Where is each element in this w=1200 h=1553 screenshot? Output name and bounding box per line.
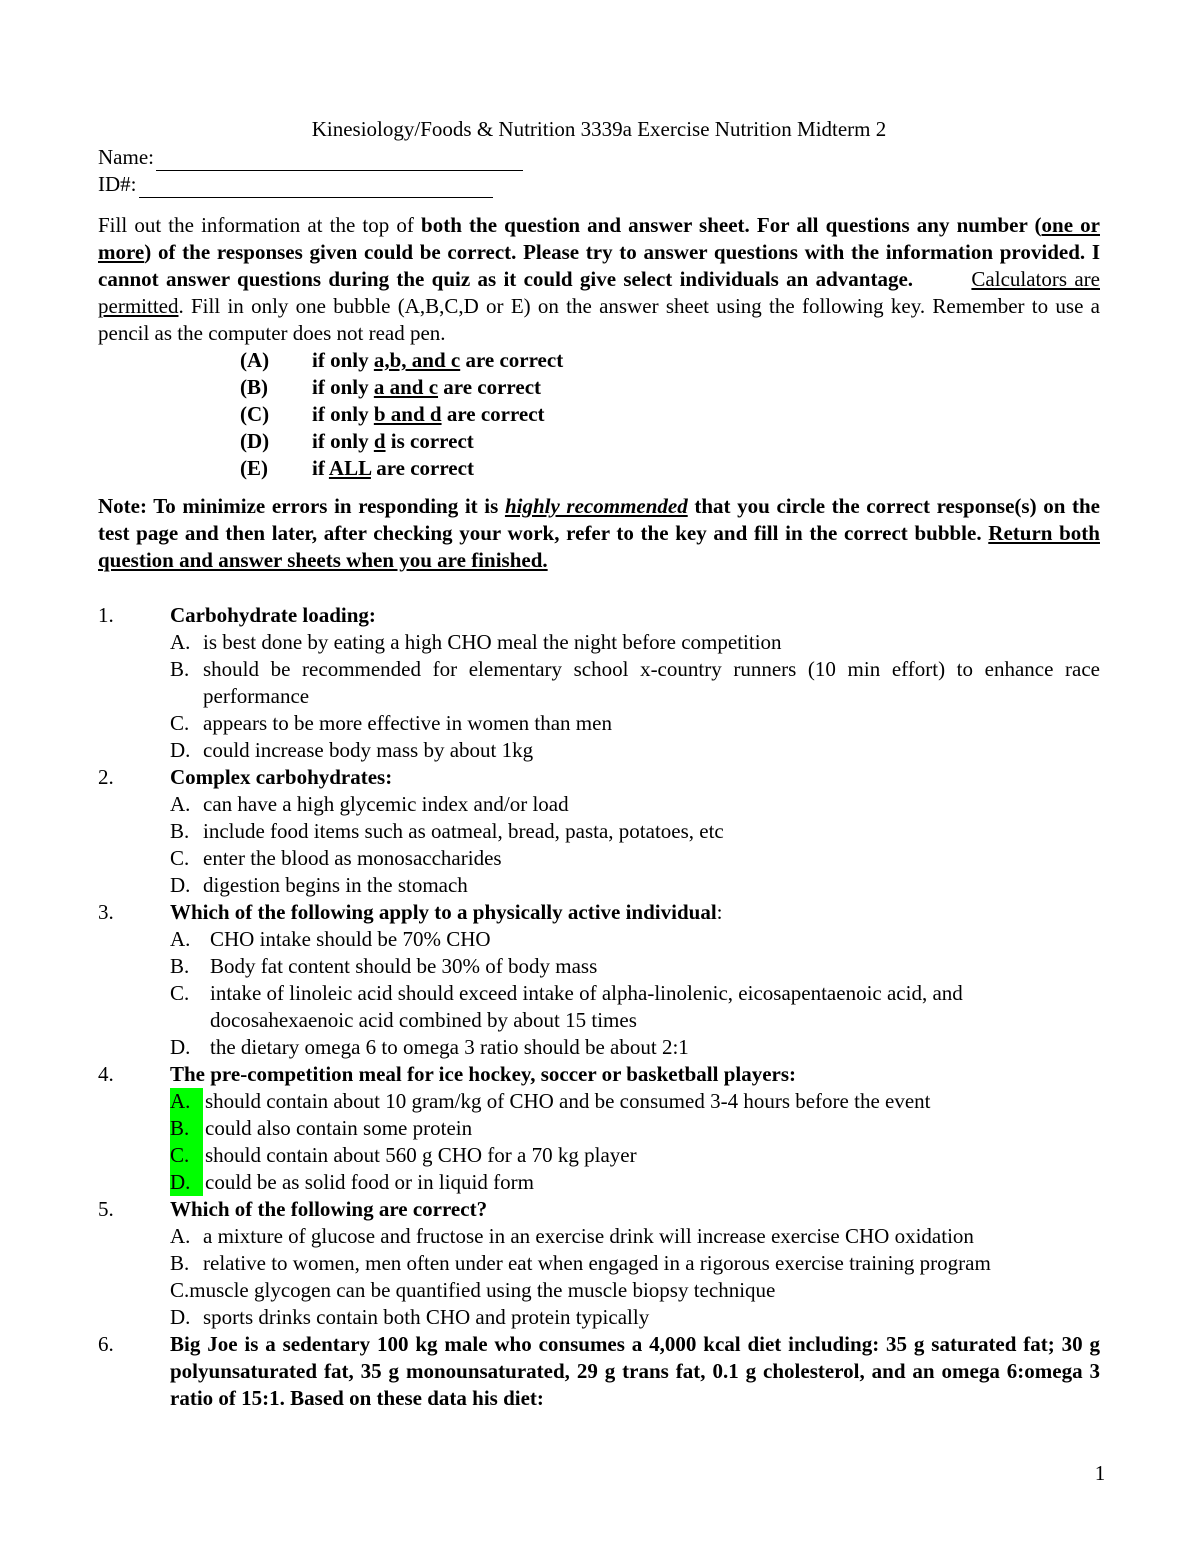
option-text: should contain about 10 gram/kg of CHO and be consumed 3-4 hours before the event: [205, 1089, 931, 1113]
option-letter: D.: [170, 1305, 191, 1329]
instructions-bold-text-2: ) of the responses given could be correct. Please try to answer questions with the information provided. I cannot answer questions during the quiz as it could give select individuals an advantage.: [98, 240, 1100, 291]
note-emphasis: highly recommended: [504, 494, 688, 518]
answer-option[interactable]: [170, 1034, 1100, 1061]
option-text: could increase body mass by about 1kg: [203, 738, 534, 762]
note-return-instruction: Return both question and answer sheets when you are finished.: [98, 521, 1100, 572]
option-letter-highlighted: C.: [170, 1142, 203, 1169]
answer-option[interactable]: [170, 1169, 1100, 1196]
key-text: if only: [312, 348, 374, 372]
option-letter: A.: [170, 630, 191, 654]
page-number: 1: [1094, 1461, 1106, 1485]
answer-option[interactable]: [170, 926, 1100, 953]
key-letter: (C): [240, 402, 270, 426]
option-letter: B.: [170, 1251, 190, 1275]
question-text: The pre-competition meal for ice hockey, soccer or basketball players:: [170, 1062, 797, 1086]
question-item: [98, 1061, 1100, 1088]
question-item: [98, 764, 1100, 791]
answer-option[interactable]: [170, 818, 1100, 845]
key-text-end: is correct: [385, 429, 474, 453]
question-item: [98, 1331, 1100, 1412]
option-text: CHO intake should be 70% CHO: [210, 927, 491, 951]
answer-key-item: [240, 428, 1100, 455]
option-letter: C.: [170, 981, 190, 1005]
question-text: Which of the following are correct?: [170, 1197, 488, 1221]
answer-key-item: [240, 401, 1100, 428]
option-text: include food items such as oatmeal, bread, pasta, potatoes, etc: [203, 819, 724, 843]
answer-option[interactable]: [170, 1115, 1100, 1142]
key-underline: ALL: [328, 456, 371, 480]
exam-title: Kinesiology/Foods & Nutrition 3339a Exercise Nutrition Midterm 2: [311, 117, 887, 141]
answer-option[interactable]: [170, 656, 1100, 710]
answer-option[interactable]: [170, 710, 1100, 737]
option-letter-highlighted: D.: [170, 1169, 203, 1196]
note-paragraph: [98, 493, 1100, 574]
question-text: Complex carbohydrates:: [170, 765, 393, 789]
option-text: intake of linoleic acid should exceed intake of alpha-linolenic, eicosapentaenoic acid, and docosahexaenoic acid combined by about 15 times: [210, 981, 963, 1032]
note-text: Note: To minimize errors in responding it is: [98, 494, 505, 518]
key-text: if only: [312, 402, 374, 426]
answer-option[interactable]: [170, 953, 1100, 980]
answer-option[interactable]: [170, 980, 1100, 1034]
key-letter: (A): [240, 348, 270, 372]
note-text-2: that you circle the correct response(s) on the test page and then later, after checking your work, refer to the key and fill in the correct bubble.: [98, 494, 1100, 545]
option-text: could also contain some protein: [205, 1116, 473, 1140]
answer-option[interactable]: [170, 872, 1100, 899]
option-text: a mixture of glucose and fructose in an exercise drink will increase exercise CHO oxidation: [203, 1224, 974, 1248]
question-number: 6.: [98, 1332, 114, 1356]
question-text: Which of the following apply to a physically active individual: [170, 900, 717, 924]
option-letter: A.: [170, 792, 191, 816]
question-number: 5.: [98, 1197, 114, 1221]
option-text: enter the blood as monosaccharides: [203, 846, 502, 870]
answer-option[interactable]: [170, 1142, 1100, 1169]
question-number: 1.: [98, 603, 114, 627]
answer-option[interactable]: [170, 791, 1100, 818]
option-text: relative to women, men often under eat when engaged in a rigorous exercise training program: [203, 1251, 991, 1275]
key-underline: a,b, and c: [373, 348, 461, 372]
key-text-end: are correct: [441, 402, 545, 426]
answer-option[interactable]: [170, 1304, 1100, 1331]
key-text-end: are correct: [370, 456, 474, 480]
answer-key-list: [240, 347, 1100, 482]
instructions-text-2: . Fill in only one bubble (A,B,C,D or E) on the answer sheet using the following key. Remember to use a pencil as the computer does not read pen.: [98, 294, 1100, 345]
name-blank-line[interactable]: [156, 151, 523, 171]
option-text: can have a high glycemic index and/or load: [203, 792, 569, 816]
option-text: appears to be more effective in women than men: [203, 711, 612, 735]
answer-option[interactable]: [170, 1277, 1100, 1304]
question-list: [98, 602, 1100, 1412]
option-text: could be as solid food or in liquid form: [205, 1170, 534, 1194]
question-text-suffix: :: [716, 900, 723, 924]
answer-key-item: [240, 347, 1100, 374]
option-text: is best done by eating a high CHO meal the night before competition: [203, 630, 782, 654]
answer-option[interactable]: [170, 845, 1100, 872]
key-text: if only: [312, 375, 374, 399]
option-letter: D.: [170, 1035, 191, 1059]
id-label: ID#:: [98, 172, 137, 196]
option-letter: A.: [170, 1224, 191, 1248]
option-text: should be recommended for elementary school x-country runners (10 min effort) to enhance race performance: [203, 657, 1100, 708]
exam-page: [98, 114, 1100, 1412]
instructions-paragraph: [98, 212, 1100, 347]
instructions-underline-text: one or more: [98, 213, 1100, 264]
question-item: [98, 1196, 1100, 1223]
option-text: digestion begins in the stomach: [203, 873, 468, 897]
answer-option[interactable]: [170, 629, 1100, 656]
calculators-note: Calculators are permitted: [98, 267, 1100, 318]
answer-option[interactable]: [170, 737, 1100, 764]
option-letter: D.: [170, 738, 191, 762]
instructions-bold-text: both the question and answer sheet. For all questions any number (: [421, 213, 1042, 237]
option-letter-highlighted: B.: [170, 1115, 203, 1142]
instructions-text: Fill out the information at the top of: [98, 213, 422, 237]
key-letter: (B): [240, 375, 268, 399]
question-number: 3.: [98, 900, 114, 924]
answer-option[interactable]: [170, 1223, 1100, 1250]
option-letter: B.: [170, 657, 190, 681]
option-text: C.muscle glycogen can be quantified using the muscle biopsy technique: [170, 1278, 776, 1302]
option-letter: B.: [170, 819, 190, 843]
question-item: [98, 899, 1100, 926]
option-letter: C.: [170, 711, 190, 735]
question-number: 4.: [98, 1062, 114, 1086]
key-underline: d: [373, 429, 386, 453]
option-text: Body fat content should be 30% of body mass: [210, 954, 598, 978]
option-letter-highlighted: A.: [170, 1088, 203, 1115]
name-label: Name:: [98, 145, 154, 169]
question-number: 2.: [98, 765, 114, 789]
question-text: Carbohydrate loading:: [170, 603, 376, 627]
option-text: sports drinks contain both CHO and protein typically: [203, 1305, 650, 1329]
key-text: if only: [312, 429, 374, 453]
option-letter: C.: [170, 846, 190, 870]
option-letter: A.: [170, 927, 191, 951]
answer-option[interactable]: [170, 1250, 1100, 1277]
option-letter: B.: [170, 954, 190, 978]
key-text: if: [312, 456, 329, 480]
key-underline: b and d: [373, 402, 442, 426]
option-text: should contain about 560 g CHO for a 70 kg player: [205, 1143, 637, 1167]
answer-option[interactable]: [170, 1088, 1100, 1115]
question-item: [98, 602, 1100, 629]
key-text-end: are correct: [460, 348, 564, 372]
key-letter: (E): [240, 456, 268, 480]
key-underline: a and c: [373, 375, 439, 399]
answer-key-item: [240, 374, 1100, 401]
id-blank-line[interactable]: [139, 178, 493, 198]
id-field: [98, 171, 1100, 198]
name-field: [98, 144, 1100, 171]
key-letter: (D): [240, 429, 270, 453]
question-text: Big Joe is a sedentary 100 kg male who consumes a 4,000 kcal diet including: 35 g saturated fat; 30 g polyunsaturated fat, 35 g monounsaturated, 29 g trans fat, 0.1 g cholesterol, and an omega 6:omega 3 ratio of 15:1. Based on these data his diet:: [170, 1332, 1100, 1410]
answer-key-item: [240, 455, 1100, 482]
option-letter: D.: [170, 873, 191, 897]
option-text: the dietary omega 6 to omega 3 ratio should be about 2:1: [210, 1035, 689, 1059]
key-text-end: are correct: [438, 375, 542, 399]
